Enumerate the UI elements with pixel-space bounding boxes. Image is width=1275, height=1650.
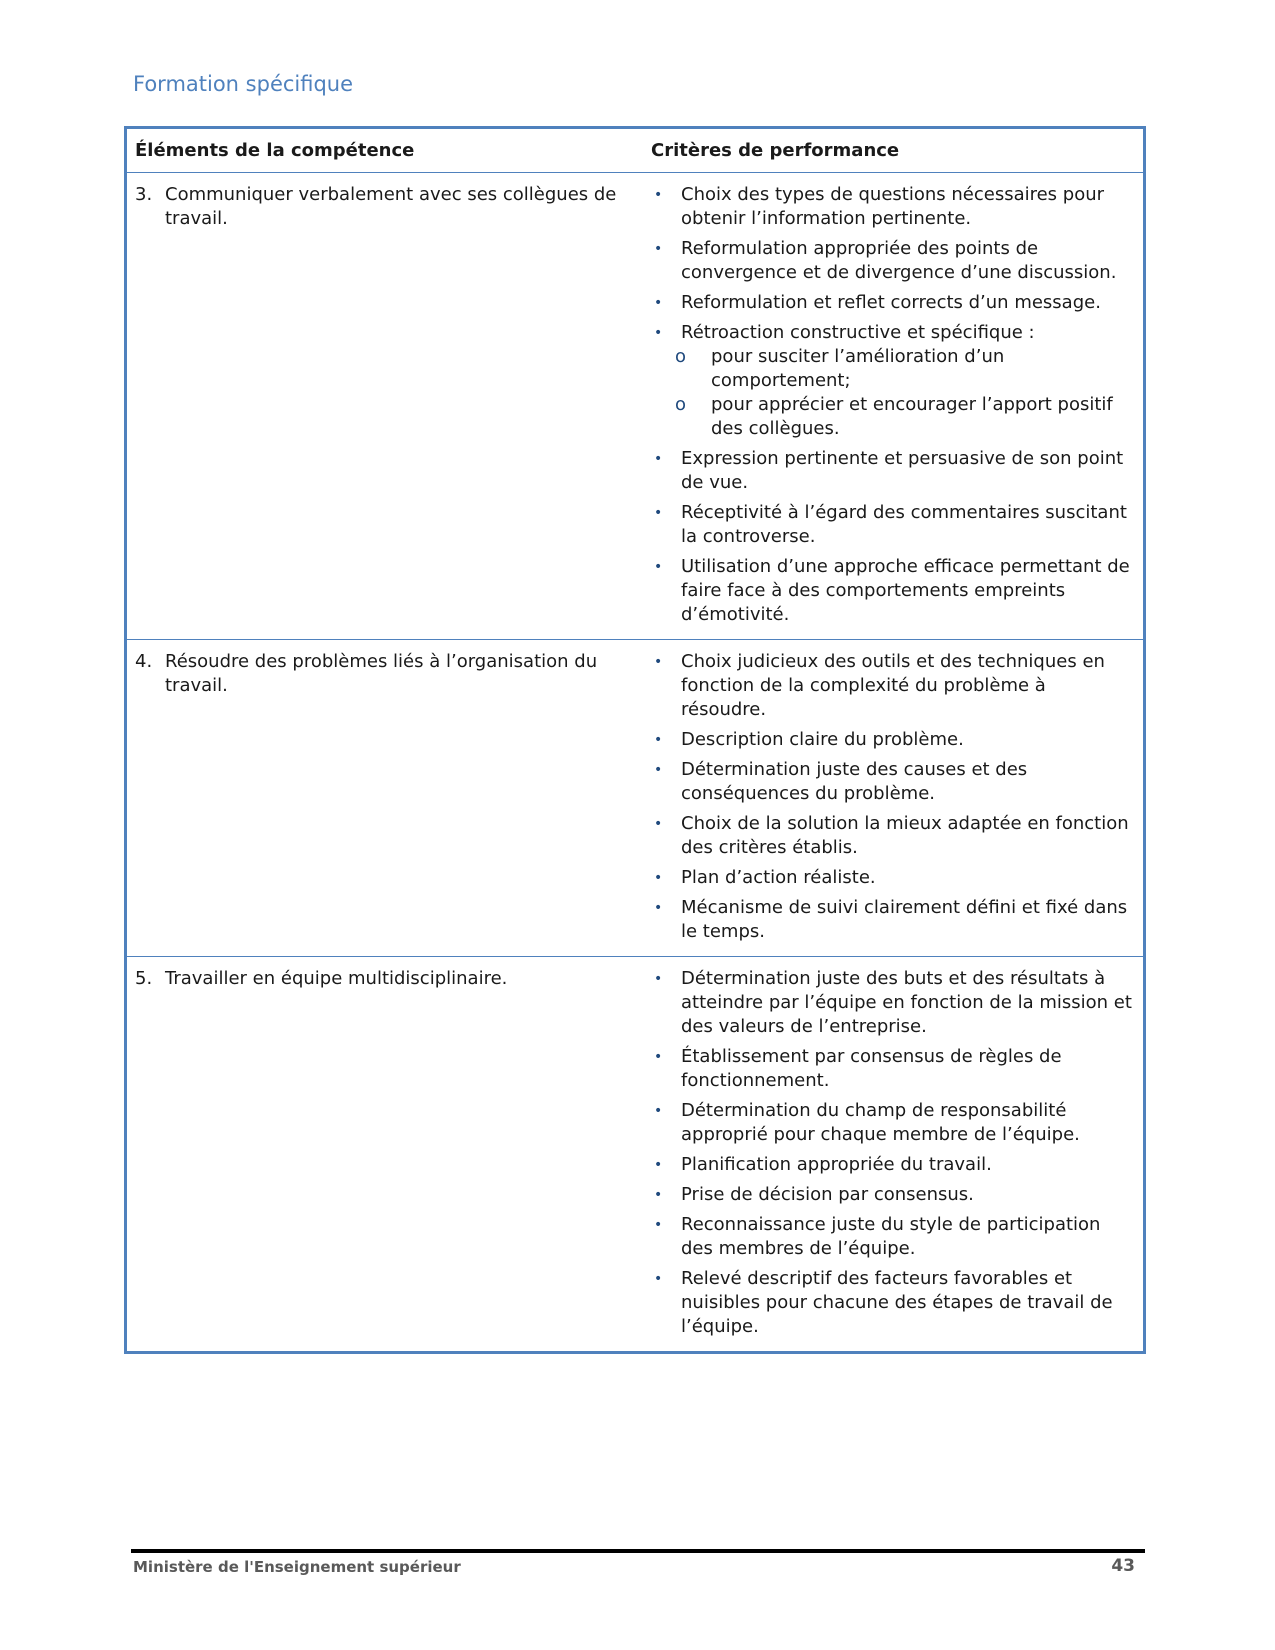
criterion-text: Reformulation appropriée des points de convergence et de divergence d’une discussion. — [681, 238, 1117, 283]
criterion-text: Utilisation d’une approche efficace permettant de faire face à des comportements empreints d’émotivité. — [681, 556, 1130, 625]
criterion-body — [681, 1183, 1135, 1207]
criterion-item — [651, 1153, 1135, 1177]
criterion-text: Choix des types de questions nécessaires pour obtenir l’information pertinente. — [681, 184, 1105, 229]
element-text: Résoudre des problèmes liés à l’organisation du travail. — [165, 651, 598, 696]
criterion-body — [681, 1099, 1135, 1147]
bullet-icon: • — [654, 295, 663, 311]
criterion-text: Choix de la solution la mieux adaptée en fonction des critères établis. — [681, 813, 1129, 858]
criterion-body — [681, 183, 1135, 231]
bullet-icon: • — [654, 187, 663, 203]
criterion-item — [651, 1183, 1135, 1207]
bullet-icon: • — [654, 654, 663, 670]
criteria-list — [651, 640, 1143, 956]
page-number: 43 — [1111, 1556, 1135, 1576]
criterion-text: Rétroaction constructive et spécifique : — [681, 322, 1035, 343]
sub-criterion-item — [675, 393, 1135, 441]
criterion-body — [681, 866, 1135, 890]
criterion-text: Reformulation et reflet corrects d’un message. — [681, 292, 1101, 313]
table-header-row — [126, 128, 1145, 173]
sub-criterion-text: pour apprécier et encourager l’apport positif des collègues. — [711, 394, 1113, 439]
criterion-body — [681, 291, 1135, 315]
criterion-text: Prise de décision par consensus. — [681, 1184, 974, 1205]
element-text: Communiquer verbalement avec ses collègues de travail. — [165, 184, 617, 229]
criterion-body — [681, 758, 1135, 806]
table-body — [126, 173, 1145, 1353]
criterion-body — [681, 728, 1135, 752]
criterion-text: Choix judicieux des outils et des techniques en fonction de la complexité du problème à résoudre. — [681, 651, 1105, 720]
criterion-text: Description claire du problème. — [681, 729, 964, 750]
sub-criterion-item — [675, 345, 1135, 393]
header-criteria: Critères de performance — [643, 128, 1145, 173]
criterion-text: Relevé descriptif des facteurs favorables et nuisibles pour chacune des étapes de travail de l’équipe. — [681, 1268, 1113, 1337]
bullet-icon: • — [654, 732, 663, 748]
criterion-text: Reconnaissance juste du style de participation des membres de l’équipe. — [681, 1214, 1101, 1259]
bullet-icon: • — [654, 1157, 663, 1173]
criterion-body — [681, 447, 1135, 495]
criteria-cell — [643, 173, 1145, 640]
bullet-icon: • — [654, 816, 663, 832]
criterion-text: Plan d’action réaliste. — [681, 867, 876, 888]
criterion-text: Détermination juste des causes et des conséquences du problème. — [681, 759, 1028, 804]
criterion-item — [651, 866, 1135, 890]
criterion-item — [651, 321, 1135, 441]
competence-element — [135, 640, 643, 698]
circle-bullet-icon: o — [675, 394, 687, 415]
bullet-icon: • — [654, 505, 663, 521]
element-number: 4. — [135, 651, 153, 672]
criterion-text: Expression pertinente et persuasive de son point de vue. — [681, 448, 1124, 493]
header-elements: Éléments de la compétence — [126, 128, 644, 173]
element-text: Travailler en équipe multidisciplinaire. — [165, 968, 508, 989]
footer-publisher: Ministère de l'Enseignement supérieur — [133, 1558, 461, 1576]
element-number: 3. — [135, 184, 153, 205]
criteria-list — [651, 957, 1143, 1351]
criterion-body — [675, 321, 1135, 441]
criterion-item — [651, 896, 1135, 944]
bullet-icon: • — [654, 451, 663, 467]
footer-rule — [131, 1549, 1145, 1553]
criteria-cell — [643, 957, 1145, 1353]
criterion-body — [681, 555, 1135, 627]
criterion-item — [651, 967, 1135, 1039]
criterion-item — [651, 501, 1135, 549]
sub-criterion-text: pour susciter l’amélioration d’un comportement; — [711, 346, 1005, 391]
element-cell — [126, 957, 644, 1353]
competence-table — [124, 126, 1146, 1354]
criterion-body — [681, 650, 1135, 722]
bullet-icon: • — [654, 1217, 663, 1233]
bullet-icon: • — [654, 762, 663, 778]
element-number: 5. — [135, 968, 153, 989]
criterion-item — [651, 728, 1135, 752]
criterion-item — [651, 183, 1135, 231]
criterion-item — [651, 555, 1135, 627]
criterion-body — [681, 812, 1135, 860]
criteria-list — [651, 173, 1143, 639]
bullet-icon: • — [654, 1271, 663, 1287]
bullet-icon: • — [654, 325, 663, 341]
criterion-item — [651, 1213, 1135, 1261]
criterion-item — [651, 291, 1135, 315]
criterion-body — [681, 967, 1135, 1039]
element-cell — [126, 640, 644, 957]
bullet-icon: • — [654, 1103, 663, 1119]
table-row — [126, 957, 1145, 1353]
criterion-body — [681, 501, 1135, 549]
criterion-item — [651, 1099, 1135, 1147]
criteria-cell — [643, 640, 1145, 957]
competence-element — [135, 957, 643, 991]
bullet-icon: • — [654, 971, 663, 987]
criterion-item — [651, 650, 1135, 722]
criterion-body — [681, 237, 1135, 285]
section-title: Formation spécifique — [133, 72, 354, 96]
criterion-item — [651, 447, 1135, 495]
criterion-body — [681, 1267, 1135, 1339]
sub-criteria-list — [675, 345, 1135, 441]
criterion-item — [651, 758, 1135, 806]
table-row — [126, 173, 1145, 640]
criterion-item — [651, 237, 1135, 285]
criterion-body — [681, 1153, 1135, 1177]
bullet-icon: • — [654, 1049, 663, 1065]
bullet-icon: • — [654, 870, 663, 886]
criterion-text: Détermination juste des buts et des résultats à atteindre par l’équipe en fonction de la mission et des valeurs de l’entreprise. — [681, 968, 1132, 1037]
criterion-item — [651, 1045, 1135, 1093]
criterion-item — [651, 1267, 1135, 1339]
bullet-icon: • — [654, 900, 663, 916]
criterion-text: Mécanisme de suivi clairement défini et fixé dans le temps. — [681, 897, 1128, 942]
bullet-icon: • — [654, 1187, 663, 1203]
criterion-item — [651, 812, 1135, 860]
criterion-body — [681, 1045, 1135, 1093]
element-cell — [126, 173, 644, 640]
table-row — [126, 640, 1145, 957]
bullet-icon: • — [654, 241, 663, 257]
criterion-text: Détermination du champ de responsabilité approprié pour chaque membre de l’équipe. — [681, 1100, 1080, 1145]
bullet-icon: • — [654, 559, 663, 575]
criterion-text: Établissement par consensus de règles de fonctionnement. — [681, 1046, 1062, 1091]
circle-bullet-icon: o — [675, 346, 687, 367]
criterion-text: Réceptivité à l’égard des commentaires suscitant la controverse. — [681, 502, 1127, 547]
criterion-text: Planification appropriée du travail. — [681, 1154, 992, 1175]
criterion-body — [681, 1213, 1135, 1261]
competence-element — [135, 173, 643, 231]
criterion-body — [681, 896, 1135, 944]
